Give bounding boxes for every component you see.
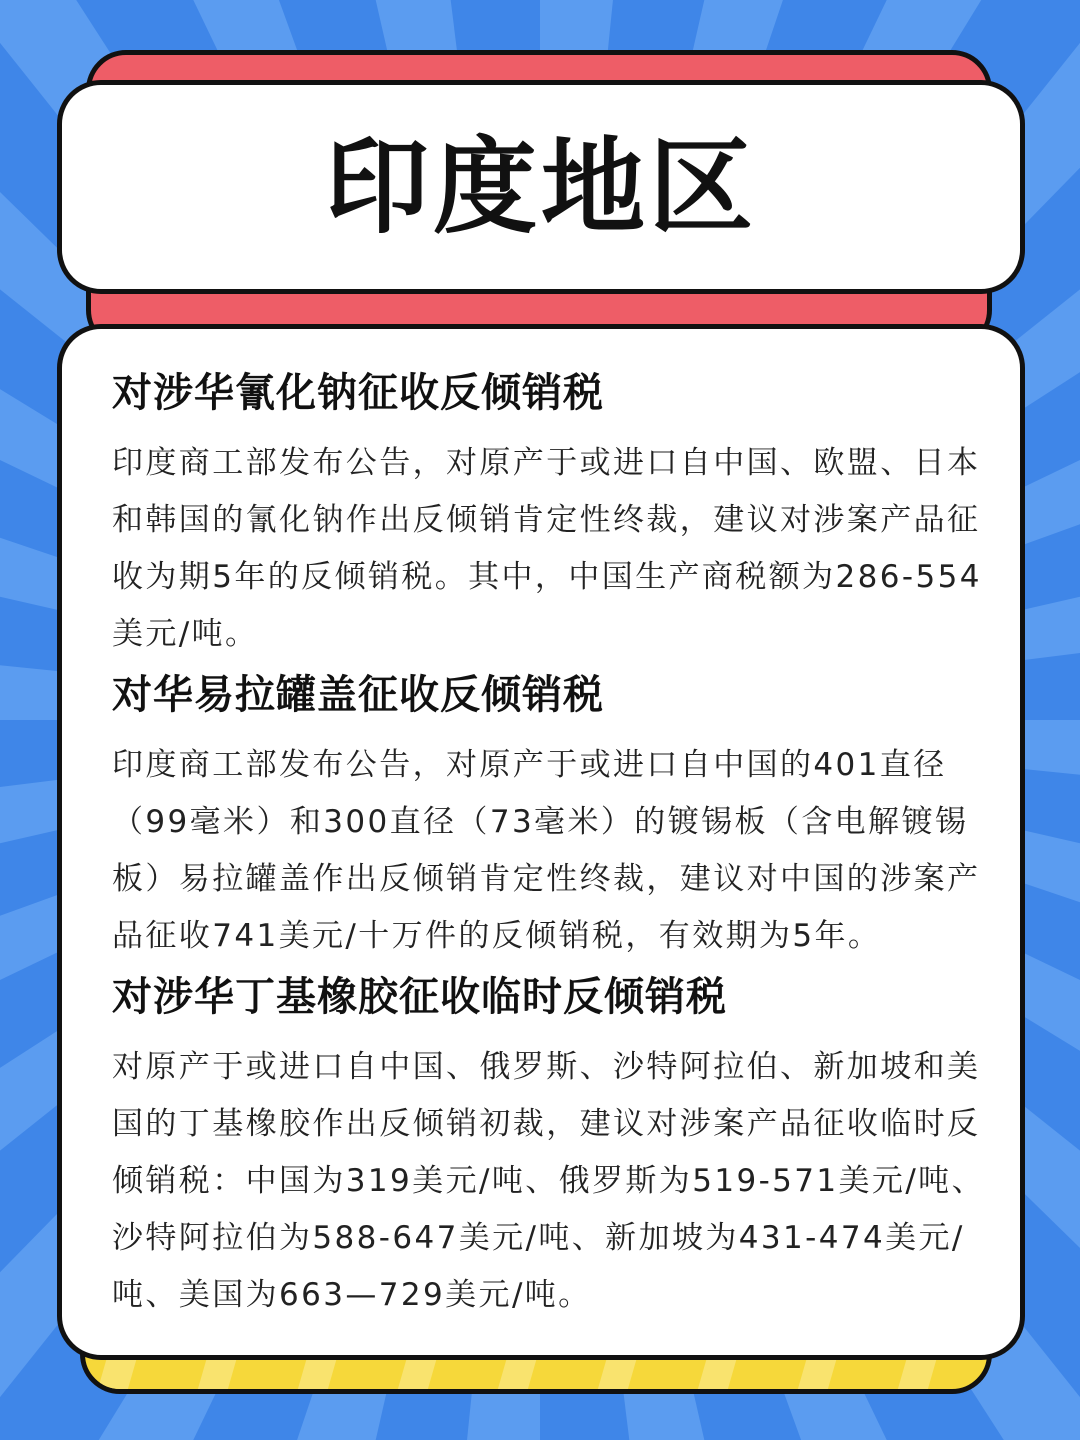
section-body: 印度商工部发布公告，对原产于或进口自中国、欧盟、日本和韩国的氰化钠作出反倾销肯定性终裁，建议对涉案产品征收为期5年的反倾销税。其中，中国生产商税额为286-554美元/吨。: [112, 445, 982, 652]
content-card: [57, 324, 1025, 1360]
section-body: 印度商工部发布公告，对原产于或进口自中国的401直径（99毫米）和300直径（73毫米）的镀锡板（含电解镀锡板）易拉罐盖作出反倾销肯定性终裁，建议对中国的涉案产品征收741美元/十万件的反倾销税，有效期为5年。: [112, 747, 981, 954]
section-body: 对原产于或进口自中国、俄罗斯、沙特阿拉伯、新加坡和美国的丁基橡胶作出反倾销初裁，建议对涉案产品征收临时反倾销税：中国为319美元/吨、俄罗斯为519-571美元/吨、沙特阿拉伯为588-647美元/吨、新加坡为431-474美元/吨、美国为663—729美元/吨。: [112, 1049, 985, 1313]
title-card: [57, 80, 1025, 294]
section-easy-open-lids: [112, 665, 990, 965]
section-butyl-rubber: [112, 967, 990, 1324]
section-heading: 对华易拉罐盖征收反倾销税: [112, 672, 604, 718]
section-heading: 对涉华氰化钠征收反倾销税: [112, 370, 604, 416]
section-heading: 对涉华丁基橡胶征收临时反倾销税: [112, 974, 727, 1020]
section-sodium-cyanide: [112, 363, 990, 663]
page-title: 印度地区: [324, 126, 757, 248]
